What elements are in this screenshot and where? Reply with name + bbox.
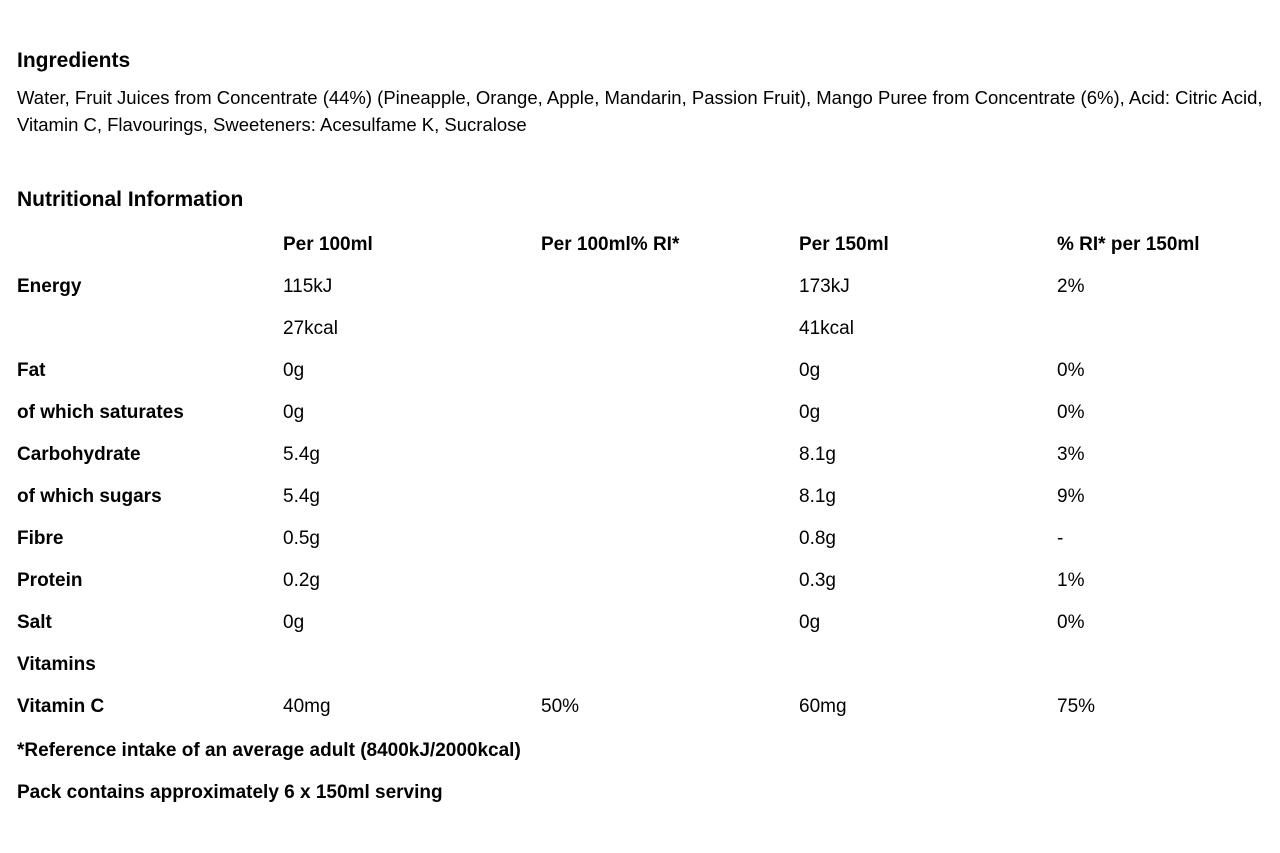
per-100ml-value: 0.2g xyxy=(283,570,320,591)
per-100ml-value: 27kcal xyxy=(283,318,338,339)
per-100ml-ri-value xyxy=(541,350,799,392)
per-100ml-value: 0g xyxy=(283,402,305,423)
per-150ml-value: 173kJ xyxy=(799,276,850,297)
pack-serving-note: Pack contains approximately 6 x 150ml serving xyxy=(17,782,443,803)
column-header-per-100ml-ri: Per 100ml% RI* xyxy=(541,234,680,255)
per-100ml-value: 5.4g xyxy=(283,444,320,465)
per-150ml-value: 0.3g xyxy=(799,570,836,591)
nutrient-name: Fat xyxy=(17,360,46,381)
ri-per-150ml-value: 0% xyxy=(1057,612,1085,633)
column-header-ri-per-150ml: % RI* per 150ml xyxy=(1057,234,1200,255)
per-100ml-ri-value xyxy=(541,560,799,602)
table-row xyxy=(17,644,1277,686)
table-row xyxy=(17,560,1277,602)
table-row xyxy=(17,266,1277,308)
table-row xyxy=(17,350,1277,392)
nutrient-name: of which saturates xyxy=(17,402,184,423)
table-row xyxy=(17,518,1277,560)
per-150ml-value: 8.1g xyxy=(799,486,836,507)
ri-per-150ml-value: 9% xyxy=(1057,486,1085,507)
nutrient-name: Fibre xyxy=(17,528,64,549)
per-100ml-value xyxy=(283,644,541,686)
nutrient-name: Salt xyxy=(17,612,52,633)
table-row xyxy=(17,434,1277,476)
per-100ml-value: 40mg xyxy=(283,696,331,717)
table-row xyxy=(17,476,1277,518)
table-row xyxy=(17,602,1277,644)
per-100ml-ri-value xyxy=(541,476,799,518)
per-100ml-ri-value xyxy=(541,308,799,350)
column-header-per-100ml: Per 100ml xyxy=(283,234,373,255)
reference-intake-note: *Reference intake of an average adult (8400kJ/2000kcal) xyxy=(17,740,521,761)
per-150ml-value: 8.1g xyxy=(799,444,836,465)
per-150ml-value: 41kcal xyxy=(799,318,854,339)
ri-per-150ml-value: 0% xyxy=(1057,360,1085,381)
per-100ml-value: 0g xyxy=(283,360,305,381)
nutrient-name: Vitamins xyxy=(17,654,96,675)
per-150ml-value: 0g xyxy=(799,360,821,381)
ri-per-150ml-value: 2% xyxy=(1057,276,1085,297)
per-150ml-value: 0.8g xyxy=(799,528,836,549)
ri-per-150ml-value: 75% xyxy=(1057,696,1096,717)
column-header-nutrient xyxy=(17,224,283,266)
nutrient-name: Vitamin C xyxy=(17,696,105,717)
per-150ml-value: 60mg xyxy=(799,696,847,717)
ingredients-text: Water, Fruit Juices from Concentrate (44%) (Pineapple, Orange, Apple, Mandarin, Passion Fruit), Mango Puree from Concentrate (6%), Acid: Citric Acid, Vitamin C, Flavourings, Sweeteners: Acesulfame K, Sucralose xyxy=(17,87,1263,135)
per-100ml-value: 0.5g xyxy=(283,528,320,549)
table-row xyxy=(17,308,1277,350)
per-100ml-ri-value xyxy=(541,644,799,686)
nutrient-name: Energy xyxy=(17,276,82,297)
per-100ml-ri-value xyxy=(541,434,799,476)
per-100ml-value: 115kJ xyxy=(283,276,333,297)
per-150ml-value: 0g xyxy=(799,402,821,423)
per-100ml-ri-value xyxy=(541,602,799,644)
nutrient-name: of which sugars xyxy=(17,486,162,507)
per-100ml-ri-value xyxy=(541,266,799,308)
nutrient-name: Protein xyxy=(17,570,83,591)
nutrition-heading: Nutritional Information xyxy=(17,188,244,211)
per-100ml-ri-value xyxy=(541,518,799,560)
table-row xyxy=(17,392,1277,434)
ri-per-150ml-value xyxy=(1057,308,1277,350)
per-100ml-ri-value xyxy=(541,392,799,434)
ri-per-150ml-value: - xyxy=(1057,528,1064,549)
per-150ml-value: 0g xyxy=(799,612,821,633)
ri-per-150ml-value: 0% xyxy=(1057,402,1085,423)
per-100ml-value: 0g xyxy=(283,612,305,633)
nutrition-table xyxy=(17,224,1277,728)
ri-per-150ml-value xyxy=(1057,644,1277,686)
per-100ml-ri-value: 50% xyxy=(541,696,580,717)
nutrient-name: Carbohydrate xyxy=(17,444,141,465)
column-header-per-150ml: Per 150ml xyxy=(799,234,889,255)
ingredients-heading: Ingredients xyxy=(17,49,131,72)
per-150ml-value xyxy=(799,644,1057,686)
ri-per-150ml-value: 3% xyxy=(1057,444,1085,465)
per-100ml-value: 5.4g xyxy=(283,486,320,507)
nutrition-header-row xyxy=(17,224,1277,266)
nutrient-name xyxy=(17,308,283,350)
ri-per-150ml-value: 1% xyxy=(1057,570,1085,591)
table-row xyxy=(17,686,1277,728)
